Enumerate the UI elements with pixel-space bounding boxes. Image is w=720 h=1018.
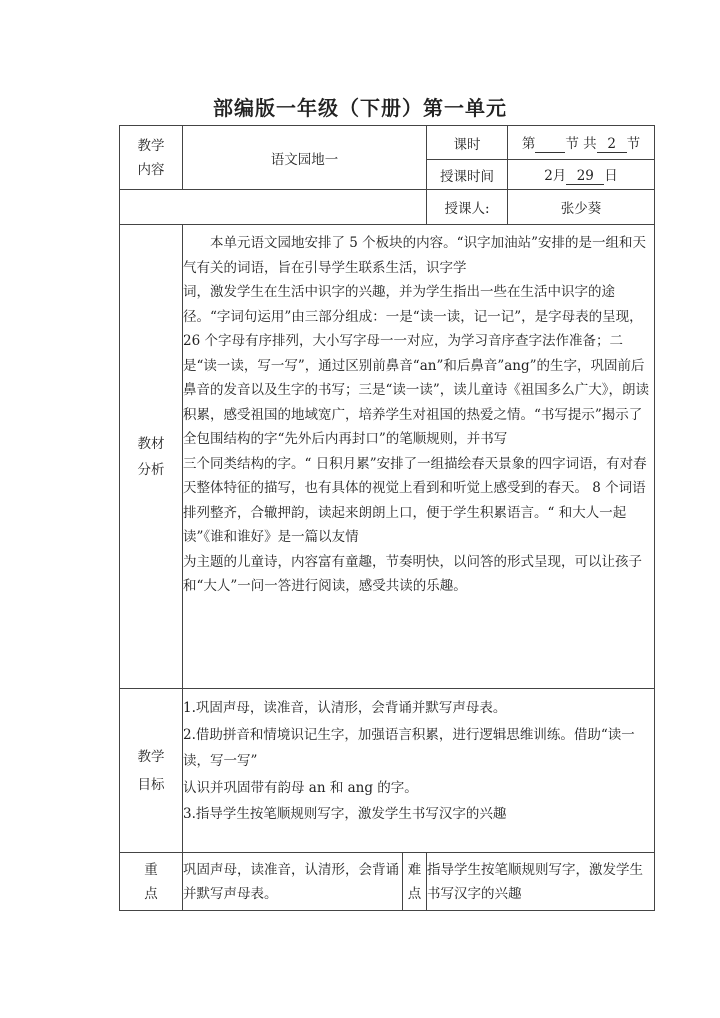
subject-value: 语文园地一 <box>183 126 427 190</box>
analysis-paragraph: 词，激发学生在生活中识字的兴趣，并为学生指出一些在生活中识字的途径。“字词句运用”由三部分组成：一是“读一读，记一记”，是字母表的呈现，26 个字母有序排列，大小写字母一一对应，为学习音序查字法作准备；二是“读一读，写一写”，通过区别前鼻音“an”和后鼻音”ang”的生字，巩固前后鼻音的发音以及生字的书写；三是“读一读”，读儿童诗《祖国多么广大》，朗读积累，感受祖国的地域宽广，培养学生对祖国的热爱之情。“书写提示”揭示了全包围结构的字“先外后内再封口”的笔顺规则，并书写 <box>183 284 650 447</box>
focus-label-cell <box>120 853 183 911</box>
table-row <box>120 190 655 225</box>
date-day: 29 <box>566 168 604 185</box>
table-row <box>120 689 655 853</box>
subject-label-cell <box>120 126 183 190</box>
lesson-plan-table <box>119 125 655 911</box>
difficulty-label: 难点 <box>407 861 422 902</box>
period-total: 2 <box>597 136 627 153</box>
table-row <box>120 853 655 911</box>
date-month: 2月 <box>544 168 567 184</box>
period-prefix: 第 <box>521 136 536 152</box>
table-row <box>120 126 655 160</box>
analysis-paragraph: 为主题的儿童诗，内容富有童趣，节奏明快，以问答的形式呈现，可以让孩子和“大人”一问一答进行阅读，感受共读的乐趣。 <box>183 553 642 594</box>
period-value <box>508 126 655 160</box>
goal-item: 认识并巩固带有韵母 an 和 ang 的字。 <box>183 779 418 796</box>
goal-item: 1.巩固声母，读准音，认清形，会背诵并默写声母表。 <box>183 700 507 716</box>
goals-list <box>183 689 655 853</box>
blank-cell <box>120 190 427 225</box>
teacher-label: 授课人: <box>427 190 508 225</box>
analysis-paragraph: 三个同类结构的字。“ 日积月累”安排了一组描绘春天景象的四字词语，有对春天整体特征的描写，也有具体的视觉上看到和听觉上感受到的春天。 8 个词语排列整齐，合辙押韵，读起来朗朗上口，便于学生积累语言。“ 和大人一起读”《谁和谁好》是一篇以友情 <box>183 455 647 545</box>
subject-label: 教学内容 <box>137 137 165 178</box>
period-suffix: 节 <box>626 136 641 152</box>
goal-item: 2.借助拼音和情境识记生字，加强语言积累，进行逻辑思维训练。借助“读一读，写一写” <box>183 726 635 769</box>
date-value <box>508 160 655 190</box>
analysis-text <box>183 225 655 689</box>
period-label: 课时 <box>427 126 508 160</box>
period-mid: 节 共 <box>565 136 597 152</box>
date-label: 授课时间 <box>427 160 508 190</box>
focus-label: 重点 <box>144 861 158 902</box>
focus-value: 巩固声母，读准音，认清形，会背诵并默写声母表。 <box>183 853 403 911</box>
difficulty-value: 指导学生按笔顺规则写字，激发学生书写汉字的兴趣 <box>427 853 655 911</box>
analysis-paragraph: 本单元语文园地安排了 5 个板块的内容。“识字加油站”安排的是一组和天气有关的词语，旨在引导学生联系生活，识字学 <box>183 235 646 276</box>
page-title: 部编版一年级（下册）第一单元 <box>213 96 507 120</box>
difficulty-label-cell <box>403 853 427 911</box>
goals-label: 教学目标 <box>137 748 165 793</box>
table-row <box>120 225 655 689</box>
goals-label-cell <box>120 689 183 853</box>
analysis-label: 教材分析 <box>137 435 165 478</box>
goal-item: 3.指导学生按笔顺规则写字，激发学生书写汉字的兴趣 <box>183 806 507 822</box>
teacher-value: 张少葵 <box>508 190 655 225</box>
period-current <box>535 136 565 153</box>
analysis-label-cell <box>120 225 183 689</box>
date-suffix: 日 <box>604 168 618 184</box>
